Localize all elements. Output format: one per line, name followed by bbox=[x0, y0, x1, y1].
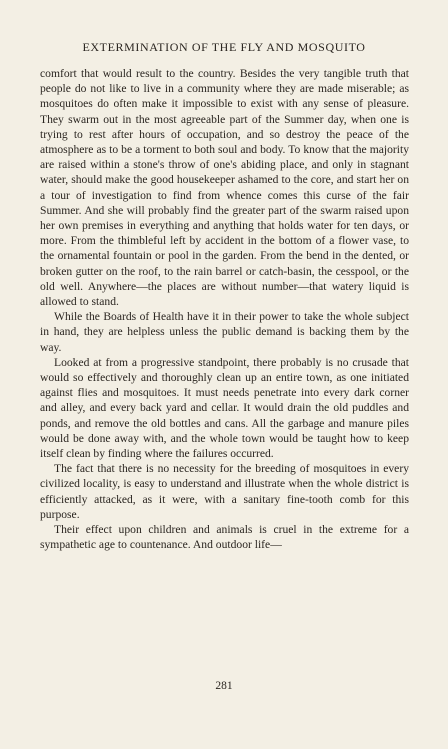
paragraph: Their effect upon children and animals is cruel in the extreme for a sympathetic age to countenance. And outdoor life— bbox=[40, 523, 409, 552]
paragraph: Looked at from a progressive standpoint, there probably is no crusade that would so effectively and thoroughly clean up an entire town, as one initiated against flies and mosquitoes. It must needs penetrate into every dark corner and alley, and every back yard and cellar. It would drain the old puddles and ponds, and remove the old bottles and cans. All the garbage and manure piles would be done away with, and the whole town would be taught how to keep itself clean by finding where the failures occurred. bbox=[40, 355, 409, 461]
paragraph: The fact that there is no necessity for the breeding of mosquitoes in every civilized locality, is easy to understand and illustrate when the whole district is efficiently attacked, as it were, with a sanitary fine-tooth comb for this purpose. bbox=[40, 462, 409, 521]
running-head: EXTERMINATION OF THE FLY AND MOSQUITO bbox=[82, 40, 366, 54]
page-number: 281 bbox=[215, 680, 233, 692]
body-text bbox=[40, 66, 409, 553]
paragraph-continued: comfort that would result to the country. Besides the very tangible truth that people do not like to live in a community where they are made miserable; as mosquitoes do often make it impossible to exist with any sense of pleasure. They swarm out in the most agreeable part of the Summer day, when one is trying to rest after hours of occupation, and so destroy the peace of the atmosphere as to be a torment to both soul and body. To know that the majority are raised within a stone's throw of one's abiding place, and only in stagnant water, should make the good housekeeper ashamed to the core, and start her on a tour of investigation to find from whence comes this curse of the fair Summer. And she will probably find the greater part of the swarm raised upon her own premises in everything and anything that holds water for ten days, or more. From the thimbleful left by accident in the bottom of a flower vase, to the ornamental fountain or pool in the garden. From the bend in the dented, or broken gutter on the roof, to the rain barrel or catch-basin, the cesspool, or the old well. Anywhere—the places are without number—that watery liquid is allowed to stand. bbox=[40, 67, 409, 309]
paragraph: While the Boards of Health have it in their power to take the whole subject in hand, they are helpless unless the public demand is backing them by the way. bbox=[40, 310, 409, 354]
